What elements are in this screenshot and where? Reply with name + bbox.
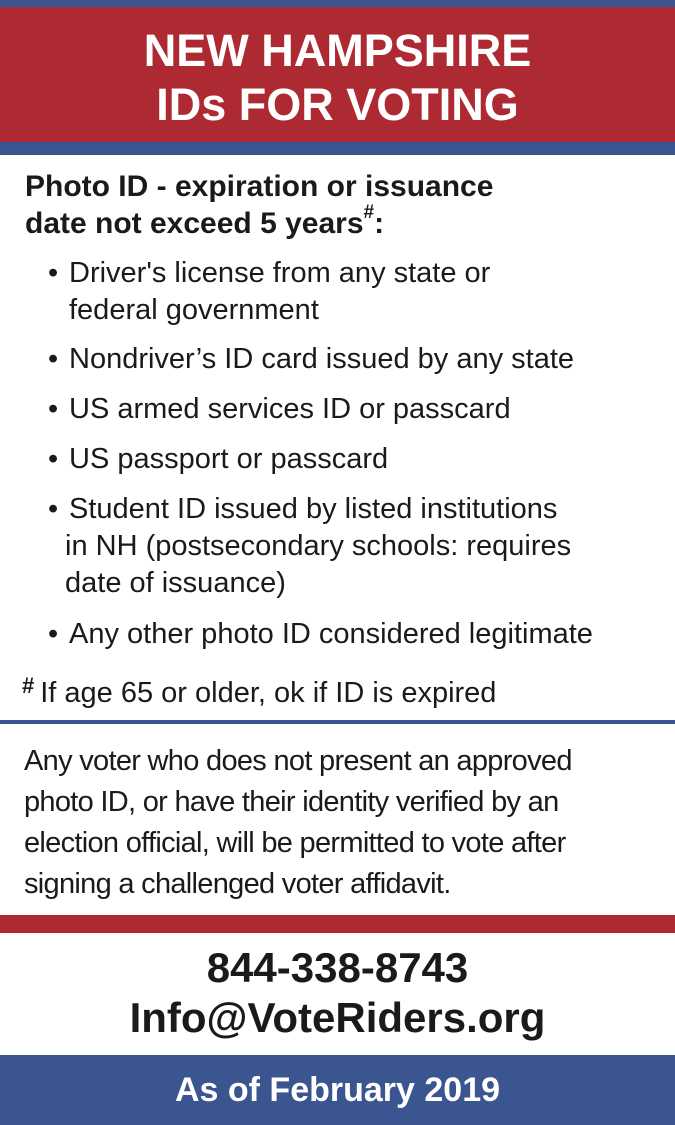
- list-item-line: federal government: [69, 294, 319, 326]
- list-item-line: Driver's license from any state or: [69, 257, 491, 289]
- bullet-icon: •: [48, 493, 59, 525]
- list-item: [48, 255, 490, 329]
- list-item: [48, 391, 511, 428]
- title-line-2: IDs FOR VOTING: [156, 79, 519, 130]
- list-item-line: Any other photo ID considered legitimate: [69, 618, 593, 650]
- title-line-1: NEW HAMPSHIRE: [143, 25, 532, 76]
- bullet-icon: •: [48, 618, 59, 650]
- bullet-icon: •: [48, 257, 59, 289]
- paragraph-line: election official, will be permitted to vote after: [24, 827, 566, 859]
- heading-colon: :: [374, 207, 385, 240]
- list-item: [48, 616, 593, 653]
- list-item: [48, 491, 571, 602]
- photo-id-heading: [25, 168, 665, 242]
- list-item-line: in NH (postsecondary schools: requires: [65, 530, 572, 562]
- heading-line-2: date not exceed 5 years: [25, 207, 364, 240]
- bullet-icon: •: [48, 443, 59, 475]
- heading-line-1: Photo ID - expiration or issuance: [25, 170, 494, 203]
- bullet-icon: •: [48, 343, 59, 375]
- title-banner: [0, 7, 675, 142]
- top-blue-stripe: [0, 0, 675, 7]
- red-divider-bar: [0, 915, 675, 933]
- age-footnote: [22, 667, 496, 712]
- section-divider: [0, 720, 675, 724]
- footnote-mark: #: [22, 673, 35, 698]
- heading-footnote-mark: #: [363, 202, 375, 223]
- list-item-line: US armed services ID or passcard: [69, 393, 511, 425]
- affidavit-paragraph: [24, 741, 664, 905]
- list-item: [48, 341, 574, 378]
- bullet-icon: •: [48, 393, 59, 425]
- paragraph-line: signing a challenged voter affidavit.: [24, 868, 451, 900]
- blue-divider-bar: [0, 142, 675, 155]
- list-item: [48, 441, 388, 478]
- list-item-line: Nondriver’s ID card issued by any state: [69, 343, 575, 375]
- date-footer: As of February 2019: [0, 1055, 675, 1125]
- phone-number: 844-338-8743: [206, 944, 469, 991]
- list-item-line: date of issuance): [65, 567, 286, 599]
- paragraph-line: Any voter who does not present an approved: [24, 745, 572, 777]
- email-address: Info@VoteRiders.org: [129, 994, 546, 1041]
- list-item-line: US passport or passcard: [69, 443, 389, 475]
- list-item-line: Student ID issued by listed institutions: [69, 493, 558, 525]
- paragraph-line: photo ID, or have their identity verified by an: [24, 786, 559, 818]
- footnote-text: If age 65 or older, ok if ID is expired: [40, 677, 497, 709]
